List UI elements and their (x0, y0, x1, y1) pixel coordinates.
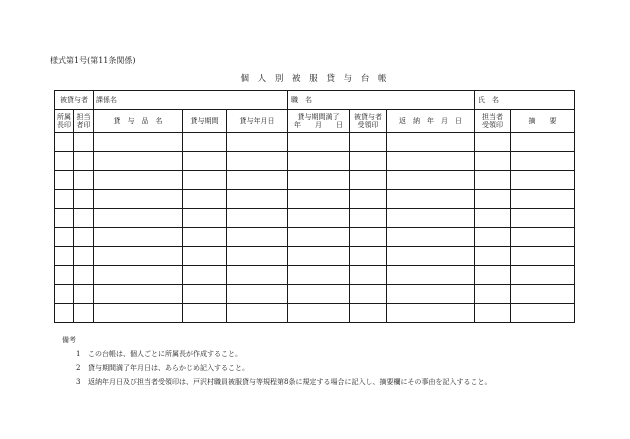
borrower-receipt-line2: 受領印 (357, 121, 379, 129)
clothing-loan-ledger-table (54, 90, 575, 323)
ledger-entry-cell[interactable] (55, 228, 74, 247)
ledger-entry-cell[interactable] (288, 209, 350, 228)
staff-seal-header: 担当者印 (74, 110, 94, 133)
ledger-entry-cell[interactable] (288, 190, 350, 209)
ledger-entry-cell[interactable] (350, 209, 387, 228)
ledger-entry-cell[interactable] (183, 133, 227, 152)
ledger-entry-cell[interactable] (350, 247, 387, 266)
ledger-entry-cell[interactable] (55, 304, 74, 323)
return-date-header: 返 納 年 月 日 (387, 110, 475, 133)
ledger-entry-cell[interactable] (350, 228, 387, 247)
ledger-entry-cell[interactable] (511, 285, 575, 304)
ledger-entry-cell[interactable] (387, 304, 475, 323)
ledger-entry-row (55, 266, 575, 285)
ledger-entry-cell[interactable] (350, 285, 387, 304)
ledger-entry-row (55, 304, 575, 323)
ledger-entry-cell[interactable] (227, 133, 288, 152)
ledger-entry-cell[interactable] (475, 209, 511, 228)
ledger-entry-cell[interactable] (288, 285, 350, 304)
ledger-entry-cell[interactable] (227, 285, 288, 304)
borrower-receipt-header (350, 110, 387, 133)
ledger-entry-cell[interactable] (55, 247, 74, 266)
ledger-entry-cell[interactable] (94, 228, 183, 247)
remark-number: 3 (76, 378, 81, 386)
ledger-entry-cell[interactable] (387, 266, 475, 285)
ledger-entry-cell[interactable] (227, 304, 288, 323)
remark-number: 1 (76, 350, 81, 358)
ledger-entry-cell[interactable] (94, 190, 183, 209)
ledger-entry-cell[interactable] (94, 285, 183, 304)
ledger-entry-cell[interactable] (227, 209, 288, 228)
loan-date-header: 貸与年月日 (227, 110, 288, 133)
ledger-entry-cell[interactable] (511, 304, 575, 323)
ledger-entry-cell[interactable] (55, 171, 74, 190)
ledger-entry-cell[interactable] (387, 190, 475, 209)
ledger-entry-cell[interactable] (387, 171, 475, 190)
staff-receipt-line1: 担当者 (482, 113, 504, 121)
ledger-entry-cell[interactable] (475, 285, 511, 304)
ledger-entry-cell[interactable] (183, 209, 227, 228)
ledger-entry-cell[interactable] (475, 247, 511, 266)
ledger-entry-row (55, 285, 575, 304)
ledger-entry-row (55, 247, 575, 266)
name-label: 氏 名 (478, 96, 500, 104)
ledger-entry-cell[interactable] (74, 247, 94, 266)
ledger-entry-cell[interactable] (74, 285, 94, 304)
ledger-entry-cell[interactable] (55, 285, 74, 304)
ledger-entry-cell[interactable] (183, 171, 227, 190)
borrower-receipt-line1: 被貸与者 (354, 113, 382, 121)
ledger-entry-cell[interactable] (511, 133, 575, 152)
ledger-entry-cell[interactable] (183, 304, 227, 323)
ledger-entry-cell[interactable] (387, 152, 475, 171)
director-seal-header: 所属長印 (55, 110, 74, 133)
ledger-entry-row (55, 228, 575, 247)
ledger-entry-cell[interactable] (350, 190, 387, 209)
ledger-entry-cell[interactable] (475, 304, 511, 323)
ledger-entry-cell[interactable] (475, 171, 511, 190)
ledger-entry-cell[interactable] (387, 133, 475, 152)
ledger-entry-cell[interactable] (288, 133, 350, 152)
ledger-entry-cell[interactable] (350, 133, 387, 152)
position-cell[interactable] (288, 91, 475, 110)
ledger-entry-cell[interactable] (387, 228, 475, 247)
period-end-line1: 貸与期間満了 (297, 113, 340, 121)
ledger-entry-cell[interactable] (74, 304, 94, 323)
header-row-1 (55, 91, 575, 110)
ledger-entry-row (55, 152, 575, 171)
ledger-entry-cell[interactable] (55, 133, 74, 152)
ledger-entry-cell[interactable] (74, 266, 94, 285)
ledger-entry-cell[interactable] (55, 209, 74, 228)
ledger-entry-cell[interactable] (475, 133, 511, 152)
summary-header: 摘 要 (511, 110, 575, 133)
ledger-entry-cell[interactable] (387, 247, 475, 266)
ledger-entry-cell[interactable] (350, 266, 387, 285)
ledger-entry-cell[interactable] (94, 247, 183, 266)
ledger-entry-cell[interactable] (350, 152, 387, 171)
ledger-entry-cell[interactable] (74, 228, 94, 247)
borrower-label: 被貸与者 (55, 91, 94, 110)
ledger-entry-cell[interactable] (288, 266, 350, 285)
remark-text: 返納年月日及び担当者受領印は、戸沢村職員被服貸与等規程第8条に規定する場合に記入し、摘要欄にその事由を記入すること。 (88, 378, 492, 386)
remark-number: 2 (76, 364, 81, 372)
ledger-entry-cell[interactable] (227, 190, 288, 209)
remark-item-1 (76, 347, 491, 361)
ledger-entry-cell[interactable] (74, 209, 94, 228)
ledger-entry-cell[interactable] (511, 266, 575, 285)
ledger-entry-cell[interactable] (94, 209, 183, 228)
ledger-entry-cell[interactable] (74, 133, 94, 152)
ledger-entry-cell[interactable] (94, 266, 183, 285)
position-label: 職 名 (291, 96, 312, 104)
ledger-entry-cell[interactable] (183, 190, 227, 209)
ledger-entry-cell[interactable] (350, 304, 387, 323)
department-label: 課係名 (96, 96, 117, 104)
item-name-header: 貸 与 品 名 (94, 110, 183, 133)
period-end-line2: 年 月 日 (294, 121, 343, 129)
ledger-entry-cell[interactable] (183, 285, 227, 304)
table-body (55, 91, 575, 323)
ledger-entry-cell[interactable] (511, 228, 575, 247)
ledger-entry-cell[interactable] (55, 266, 74, 285)
ledger-entry-cell[interactable] (74, 152, 94, 171)
ledger-entry-cell[interactable] (475, 228, 511, 247)
staff-receipt-header (475, 110, 511, 133)
ledger-entry-row (55, 190, 575, 209)
ledger-entry-cell[interactable] (94, 171, 183, 190)
ledger-entry-cell[interactable] (511, 247, 575, 266)
ledger-entry-cell[interactable] (288, 304, 350, 323)
remark-text: 貸与期間満了年月日は、あらかじめ記入すること。 (88, 364, 249, 372)
ledger-entry-cell[interactable] (183, 228, 227, 247)
ledger-entry-cell[interactable] (475, 190, 511, 209)
ledger-entry-cell[interactable] (227, 247, 288, 266)
ledger-entry-cell[interactable] (511, 209, 575, 228)
ledger-entry-cell[interactable] (183, 247, 227, 266)
ledger-entry-cell[interactable] (94, 133, 183, 152)
remark-item-2 (76, 361, 491, 375)
ledger-entry-cell[interactable] (74, 190, 94, 209)
remarks-heading: 備考 (62, 336, 76, 344)
ledger-entry-cell[interactable] (288, 171, 350, 190)
remark-item-3 (76, 375, 491, 389)
ledger-entry-cell[interactable] (511, 190, 575, 209)
ledger-entry-row (55, 209, 575, 228)
ledger-entry-cell[interactable] (227, 171, 288, 190)
ledger-entry-cell[interactable] (288, 228, 350, 247)
ledger-entry-row (55, 171, 575, 190)
ledger-entry-cell[interactable] (511, 152, 575, 171)
ledger-entry-cell[interactable] (227, 266, 288, 285)
staff-receipt-line2: 受領印 (482, 121, 504, 129)
ledger-entry-cell[interactable] (94, 152, 183, 171)
ledger-title: 個 人 別 被 服 貸 与 台 帳 (240, 74, 390, 84)
ledger-entry-cell[interactable] (387, 209, 475, 228)
loan-period-header: 貸与期間 (183, 110, 227, 133)
ledger-entry-cell[interactable] (288, 247, 350, 266)
ledger-entry-cell[interactable] (55, 152, 74, 171)
ledger-entry-cell[interactable] (475, 266, 511, 285)
header-row-2 (55, 110, 575, 133)
department-cell[interactable] (94, 91, 288, 110)
ledger-entry-cell[interactable] (227, 228, 288, 247)
ledger-entry-cell[interactable] (511, 171, 575, 190)
ledger-entry-cell[interactable] (475, 152, 511, 171)
ledger-entry-cell[interactable] (183, 152, 227, 171)
form-number: 様式第1号(第11条関係) (50, 56, 136, 65)
ledger-entry-cell[interactable] (387, 285, 475, 304)
ledger-entry-cell[interactable] (94, 304, 183, 323)
ledger-entry-cell[interactable] (350, 171, 387, 190)
remark-text: この台帳は、個人ごとに所属長が作成すること。 (88, 350, 242, 358)
ledger-entry-cell[interactable] (227, 152, 288, 171)
ledger-entry-cell[interactable] (288, 152, 350, 171)
ledger-entry-cell[interactable] (183, 266, 227, 285)
ledger-entry-row (55, 133, 575, 152)
period-end-header (288, 110, 350, 133)
name-cell[interactable] (475, 91, 575, 110)
ledger-entry-cell[interactable] (55, 190, 74, 209)
remarks-section (62, 333, 491, 389)
ledger-entry-cell[interactable] (74, 171, 94, 190)
